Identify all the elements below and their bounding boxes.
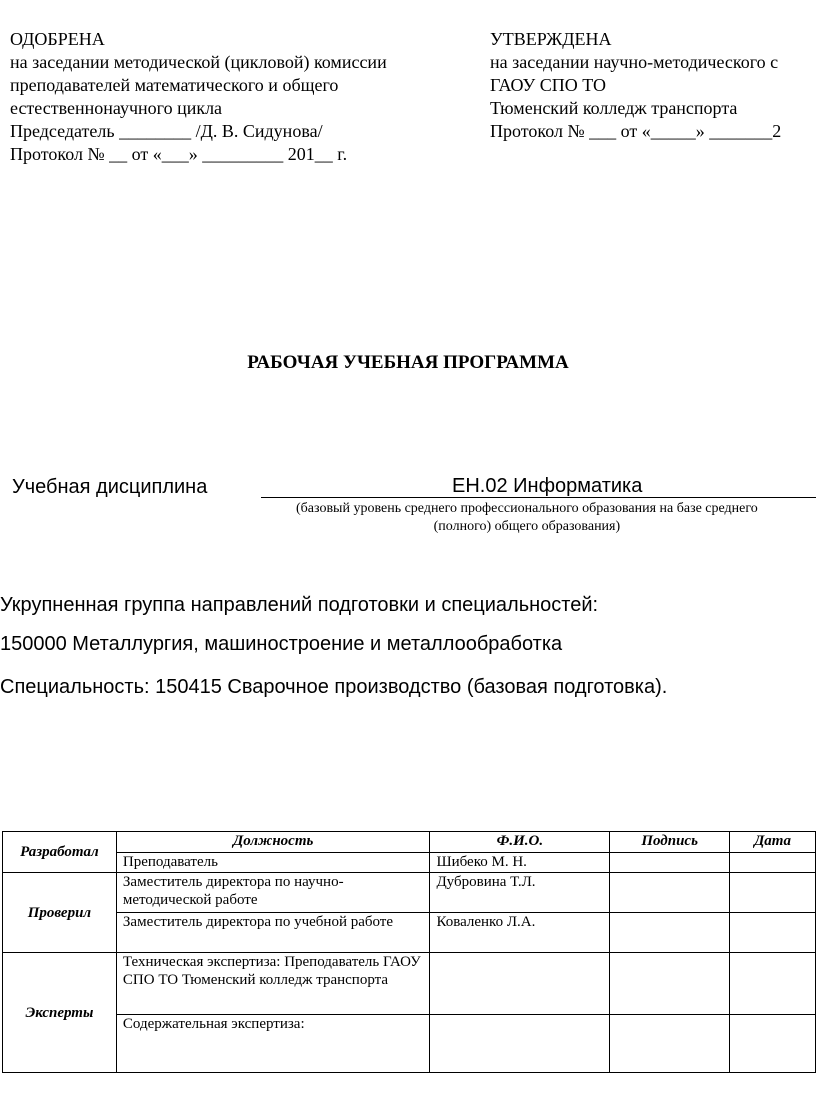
table-row [3, 1015, 816, 1073]
group-label: Укрупненная группа направлений подготовки и специальностей: [0, 594, 599, 616]
confirmation-block [490, 28, 816, 143]
name-cell: Коваленко Л.А. [430, 913, 610, 953]
signature-cell[interactable] [610, 953, 730, 1015]
name-cell [430, 1015, 610, 1073]
confirmation-protocol: Протокол № ___ от «_____» _______2 [490, 121, 782, 141]
approval-line: на заседании методической (цикловой) комиссии [10, 52, 387, 72]
position-cell: Заместитель директора по учебной работе [116, 913, 430, 953]
table-row [3, 913, 816, 953]
discipline-note-line: (базовый уровень среднего профессионального образования на базе среднего [296, 501, 758, 516]
header-signature: Подпись [610, 832, 730, 853]
date-cell[interactable] [730, 953, 816, 1015]
approval-block [10, 28, 480, 166]
table-row [3, 873, 816, 913]
position-cell: Преподаватель [116, 853, 430, 873]
role-developed: Разработал [3, 832, 117, 873]
confirmation-line: ГАОУ СПО ТО [490, 75, 607, 95]
signature-cell[interactable] [610, 873, 730, 913]
confirmation-heading: УТВЕРЖДЕНА [490, 29, 612, 49]
signature-table [2, 831, 816, 1073]
discipline-note [296, 500, 758, 536]
date-cell[interactable] [730, 873, 816, 913]
header-position: Должность [116, 832, 430, 853]
table-header-row [3, 832, 816, 853]
name-cell: Шибеко М. Н. [430, 853, 610, 873]
name-cell [430, 953, 610, 1015]
discipline-label: Учебная дисциплина [12, 476, 208, 498]
date-cell[interactable] [730, 1015, 816, 1073]
approval-line: преподавателей математического и общего [10, 75, 339, 95]
discipline-value: ЕН.02 Информатика [452, 475, 643, 497]
approval-line: естественнонаучного цикла [10, 98, 223, 118]
name-cell: Дубровина Т.Л. [430, 873, 610, 913]
specialty: Специальность: 150415 Сварочное производство (базовая подготовка). [0, 676, 668, 698]
signature-cell[interactable] [610, 853, 730, 873]
confirmation-line: на заседании научно-методического с [490, 52, 779, 72]
group-value: 150000 Металлургия, машиностроение и металлообработка [0, 633, 563, 655]
table-row [3, 953, 816, 1015]
position-cell: Содержательная экспертиза: [116, 1015, 430, 1073]
position-cell: Заместитель директора по научно-методической работе [116, 873, 430, 913]
approval-heading: ОДОБРЕНА [10, 29, 105, 49]
confirmation-line: Тюменский колледж транспорта [490, 98, 738, 118]
signature-cell[interactable] [610, 913, 730, 953]
header-date: Дата [730, 832, 816, 853]
approval-protocol: Протокол № __ от «___» _________ 201__ г. [10, 144, 348, 164]
position-cell: Техническая экспертиза: Преподаватель ГАОУ СПО ТО Тюменский колледж транспорта [116, 953, 430, 1015]
discipline-underline [261, 497, 816, 498]
date-cell[interactable] [730, 853, 816, 873]
role-experts: Эксперты [3, 953, 117, 1073]
header-name: Ф.И.О. [430, 832, 610, 853]
discipline-note-line: (полного) общего образования) [433, 519, 621, 534]
role-checked: Проверил [3, 873, 117, 953]
date-cell[interactable] [730, 913, 816, 953]
approval-chairman: Председатель ________ /Д. В. Сидунова/ [10, 121, 323, 141]
table-row [3, 853, 816, 873]
document-title: РАБОЧАЯ УЧЕБНАЯ ПРОГРАММА [247, 352, 569, 373]
signature-cell[interactable] [610, 1015, 730, 1073]
